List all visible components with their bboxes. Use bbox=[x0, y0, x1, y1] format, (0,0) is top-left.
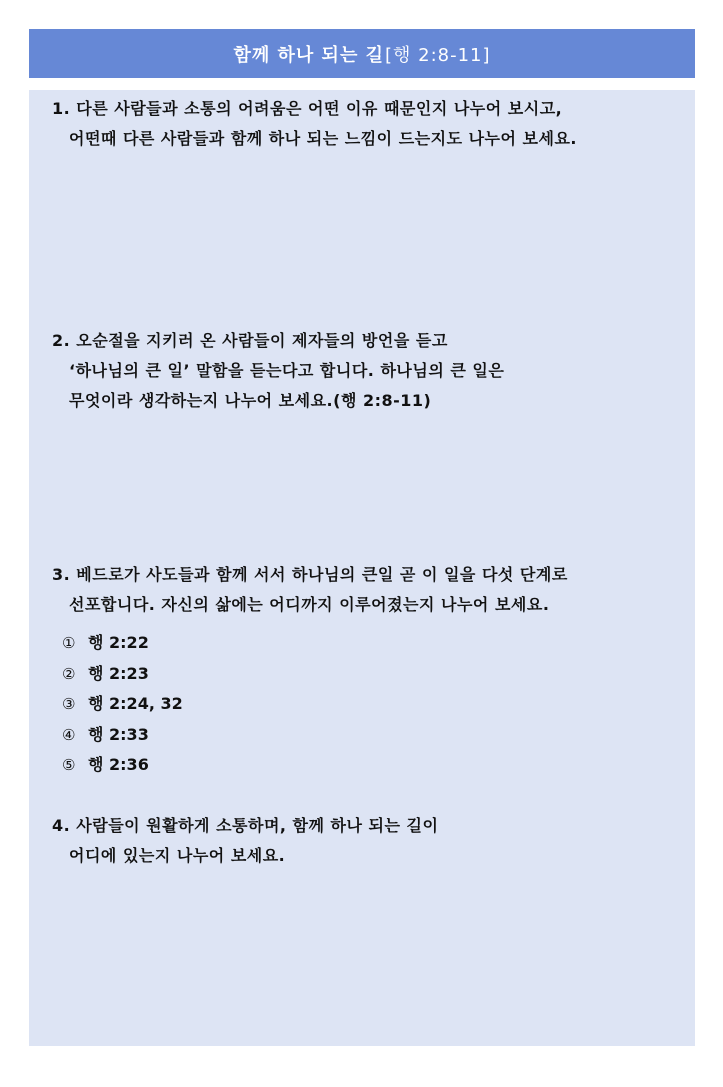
verse-marker: ④ bbox=[62, 725, 76, 744]
verse-marker: ② bbox=[62, 664, 76, 683]
title-text: 함께 하나 되는 길 bbox=[233, 44, 384, 66]
question-2-line-2: ‘하나님의 큰 일’ 말함을 듣는다고 합니다. 하나님의 큰 일은 bbox=[69, 361, 505, 380]
verse-marker: ③ bbox=[62, 695, 76, 713]
question-3 bbox=[52, 560, 568, 620]
question-2 bbox=[52, 326, 504, 416]
verse-item bbox=[62, 750, 183, 781]
verse-text: 행 2:23 bbox=[88, 663, 149, 683]
question-2-line-1: 2. 오순절을 지키러 온 사람들이 제자들의 방언을 듣고 bbox=[52, 331, 448, 350]
question-2-line-3: 무엇이라 생각하는지 나누어 보세요.(행 2:8-11) bbox=[69, 391, 432, 410]
question-4-line-2: 어디에 있는지 나누어 보세요. bbox=[69, 846, 286, 865]
page-title bbox=[29, 29, 695, 78]
worksheet-panel bbox=[29, 90, 695, 1046]
verse-text: 행 2:36 bbox=[88, 755, 149, 774]
question-1 bbox=[52, 94, 577, 154]
verse-marker: ⑤ bbox=[62, 756, 76, 774]
verse-list bbox=[62, 628, 183, 781]
verse-item bbox=[62, 659, 183, 690]
question-3-line-2: 선포합니다. 자신의 삶에는 어디까지 이루어졌는지 나누어 보세요. bbox=[69, 595, 550, 614]
question-1-line-1: 1. 다른 사람들과 소통의 어려움은 어떤 이유 때문인지 나누어 보시고, bbox=[52, 99, 563, 118]
verse-item bbox=[62, 628, 183, 659]
question-1-line-2: 어떤때 다른 사람들과 함께 하나 되는 느낌이 드는지도 나누어 보세요. bbox=[69, 129, 577, 148]
title-reference: [행 2:8-11] bbox=[384, 44, 491, 66]
verse-item bbox=[62, 720, 183, 751]
question-4 bbox=[52, 811, 438, 871]
verse-text: 행 2:22 bbox=[88, 633, 149, 652]
verse-item bbox=[62, 689, 183, 720]
verse-text: 행 2:24, 32 bbox=[88, 694, 183, 713]
question-4-line-1: 4. 사람들이 원활하게 소통하며, 함께 하나 되는 길이 bbox=[52, 816, 439, 835]
question-3-line-1: 3. 베드로가 사도들과 함께 서서 하나님의 큰일 곧 이 일을 다섯 단계로 bbox=[52, 565, 568, 584]
verse-marker: ① bbox=[62, 634, 76, 652]
verse-text: 행 2:33 bbox=[88, 724, 149, 744]
